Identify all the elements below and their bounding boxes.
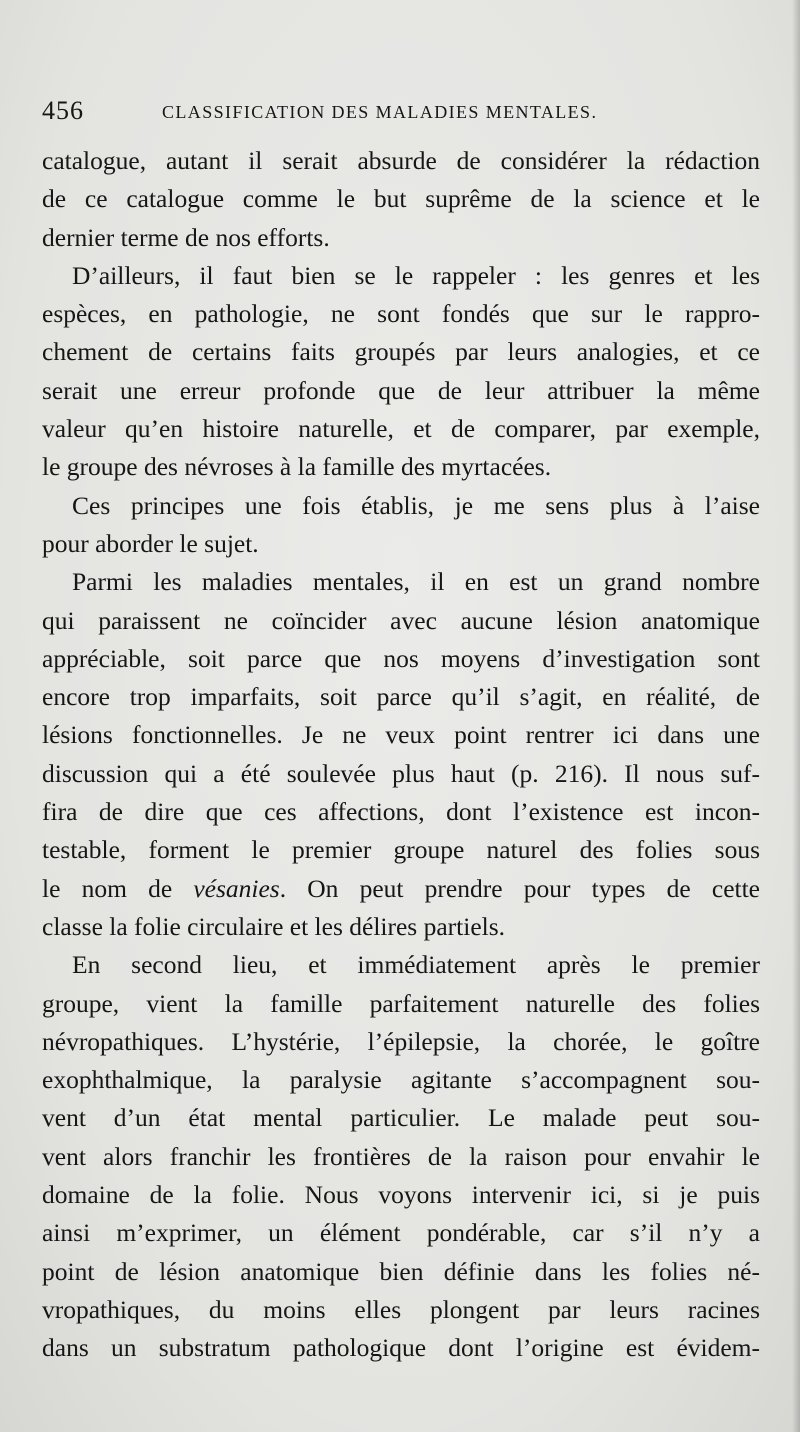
text-line: serait une erreur profonde que de leur attribuer la même	[42, 375, 760, 405]
text-line: de ce catalogue comme le but suprême de la science et le	[42, 184, 760, 214]
text-line: névropathiques. L’hystérie, l’épilepsie, la chorée, le goître	[42, 1026, 760, 1056]
text-line: domaine de la folie. Nous voyons intervenir ici, si je puis	[42, 1180, 760, 1210]
text-line: En second lieu, et immédiatement après le premier	[72, 950, 760, 980]
text-line: vent d’un état mental particulier. Le malade peut sou-	[42, 1103, 760, 1133]
text-line: discussion qui a été soulevée plus haut (p. 216). Il nous suf-	[42, 758, 760, 788]
text-line: lésions fonctionnelles. Je ne veux point rentrer ici dans une	[42, 720, 760, 750]
text-line: dans un substratum pathologique dont l’origine est évidem-	[42, 1333, 760, 1363]
text-line: dernier terme de nos efforts.	[42, 222, 330, 252]
running-title: CLASSIFICATION DES MALADIES MENTALES.	[162, 102, 598, 122]
italic-term: vésanies	[193, 873, 280, 903]
text-line: encore trop imparfaits, soit parce qu’il s’agit, en réalité, de	[42, 682, 760, 712]
text-fragment: le nom de	[42, 873, 194, 903]
text-line: ainsi m’exprimer, un élément pondérable, car s’il n’y a	[42, 1218, 760, 1248]
text-line: exophthalmique, la paralysie agitante s’accompagnent sou-	[42, 1065, 760, 1095]
text-line: appréciable, soit parce que nos moyens d’investigation sont	[42, 643, 760, 673]
text-line: pour aborder le sujet.	[42, 528, 259, 558]
text-line: point de lésion anatomique bien définie dans les folies né-	[42, 1256, 760, 1286]
page-edge-shadow	[792, 0, 800, 1432]
text-line: valeur qu’en histoire naturelle, et de comparer, par exemple,	[42, 414, 760, 444]
body-text	[42, 142, 760, 1368]
text-line-vesanies	[42, 870, 760, 908]
text-line: classe la folie circulaire et les délires partiels.	[42, 911, 506, 941]
text-line: espèces, en pathologie, ne sont fondés que sur le rappro-	[42, 299, 760, 329]
text-line: D’ailleurs, il faut bien se le rappeler : les genres et les	[72, 260, 760, 290]
text-line: le groupe des névroses à la famille des myrtacées.	[42, 452, 552, 482]
text-line: testable, forment le premier groupe naturel des folies sous	[42, 835, 760, 865]
text-line: Parmi les maladies mentales, il en est un grand nombre	[72, 567, 760, 597]
text-line: vropathiques, du moins elles plongent par leurs racines	[42, 1294, 760, 1324]
text-line: Ces principes une fois établis, je me sens plus à l’aise	[72, 490, 760, 520]
running-head	[42, 96, 762, 132]
text-line: vent alors franchir les frontières de la raison pour envahir le	[42, 1141, 760, 1171]
page-number: 456	[42, 96, 84, 125]
text-line: fira de dire que ces affections, dont l’existence est incon-	[42, 797, 760, 827]
text-line: catalogue, autant il serait absurde de considérer la rédaction	[42, 146, 760, 175]
text-line: qui paraissent ne coïncider avec aucune lésion anatomique	[42, 605, 760, 635]
text-line: groupe, vient la famille parfaitement naturelle des folies	[42, 988, 760, 1018]
text-fragment: . On peut prendre pour types de cette	[279, 873, 760, 903]
text-line: chement de certains faits groupés par leurs analogies, et ce	[42, 337, 760, 367]
